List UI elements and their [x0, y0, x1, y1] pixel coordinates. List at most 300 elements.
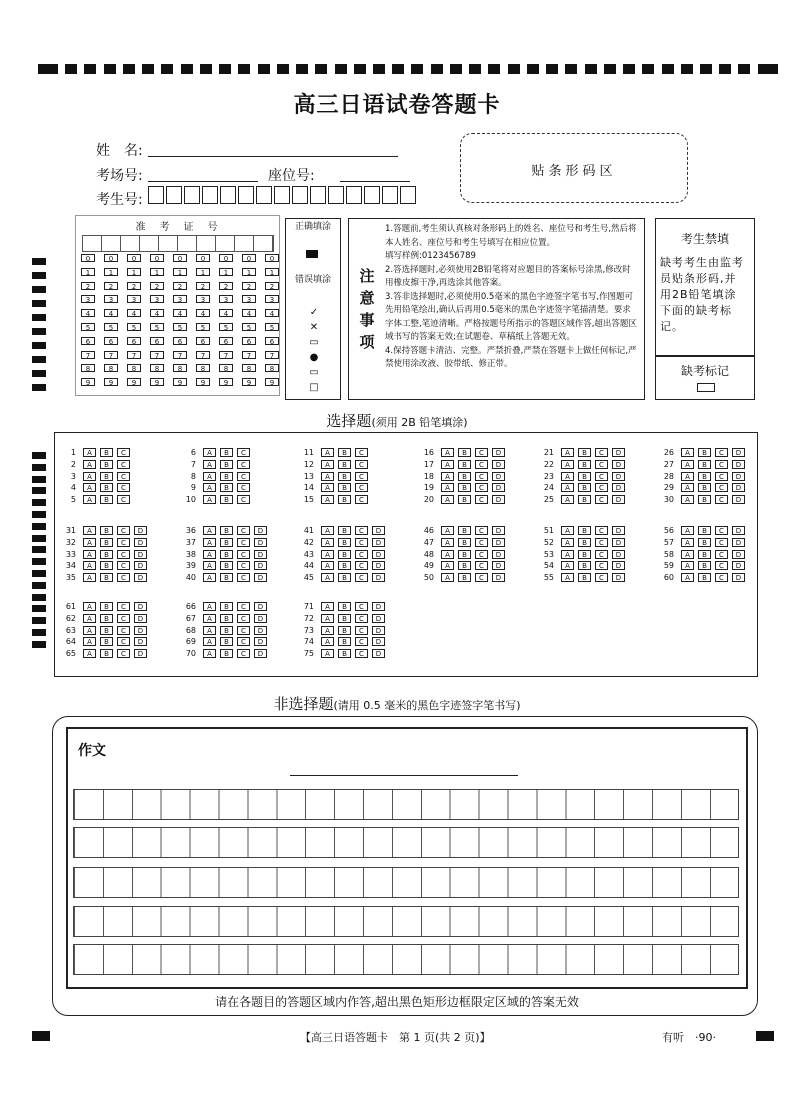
zhunkao-bubble[interactable]: 5 [81, 323, 95, 331]
answer-bubble[interactable]: B [338, 448, 351, 457]
zhunkao-bubble[interactable]: 5 [173, 323, 187, 331]
answer-bubble[interactable]: D [612, 483, 625, 492]
zhunkao-bubble[interactable]: 3 [81, 295, 95, 303]
answer-bubble[interactable]: D [372, 526, 385, 535]
id-digit-box[interactable] [364, 186, 380, 204]
answer-bubble[interactable]: B [220, 538, 233, 547]
answer-bubble[interactable]: A [561, 472, 574, 481]
zhunkao-bubble[interactable]: 5 [104, 323, 118, 331]
zhunkao-bubble[interactable]: 8 [242, 364, 256, 372]
answer-bubble[interactable]: B [338, 472, 351, 481]
answer-bubble[interactable]: A [561, 495, 574, 504]
zhunkao-bubble[interactable]: 7 [173, 351, 187, 359]
answer-bubble[interactable]: A [203, 626, 216, 635]
answer-bubble[interactable]: B [578, 526, 591, 535]
answer-bubble[interactable]: A [321, 626, 334, 635]
answer-bubble[interactable]: C [475, 561, 488, 570]
answer-bubble[interactable]: B [220, 526, 233, 535]
answer-bubble[interactable]: A [83, 495, 96, 504]
answer-bubble[interactable]: B [100, 538, 113, 547]
zhunkao-bubble[interactable]: 2 [219, 282, 233, 290]
answer-bubble[interactable]: B [100, 448, 113, 457]
answer-bubble[interactable]: B [220, 561, 233, 570]
zhunkao-bubble[interactable]: 4 [265, 309, 279, 317]
zhunkao-bubble[interactable]: 4 [173, 309, 187, 317]
answer-bubble[interactable]: D [732, 526, 745, 535]
answer-bubble[interactable]: D [612, 573, 625, 582]
zhunkao-bubble[interactable]: 4 [150, 309, 164, 317]
answer-bubble[interactable]: D [492, 561, 505, 570]
answer-bubble[interactable]: C [237, 614, 250, 623]
zhunkao-bubble[interactable]: 7 [127, 351, 141, 359]
zhunkao-bubble[interactable]: 3 [104, 295, 118, 303]
answer-bubble[interactable]: A [203, 495, 216, 504]
answer-bubble[interactable]: A [203, 460, 216, 469]
answer-bubble[interactable]: D [732, 483, 745, 492]
zhunkao-bubble[interactable]: 7 [81, 351, 95, 359]
id-digit-box[interactable] [202, 186, 218, 204]
answer-bubble[interactable]: B [100, 550, 113, 559]
answer-bubble[interactable]: B [338, 573, 351, 582]
answer-bubble[interactable]: B [220, 448, 233, 457]
answer-bubble[interactable]: B [338, 483, 351, 492]
answer-bubble[interactable]: D [732, 472, 745, 481]
zhunkao-bubble[interactable]: 7 [104, 351, 118, 359]
zhunkao-bubble[interactable]: 6 [242, 337, 256, 345]
name-field[interactable] [148, 140, 398, 157]
answer-bubble[interactable]: C [715, 483, 728, 492]
answer-bubble[interactable]: D [254, 649, 267, 658]
answer-bubble[interactable]: C [475, 460, 488, 469]
answer-bubble[interactable]: A [203, 526, 216, 535]
answer-bubble[interactable]: B [338, 460, 351, 469]
zhunkao-bubble[interactable]: 0 [104, 254, 118, 262]
zhunkao-bubble[interactable]: 9 [242, 378, 256, 386]
answer-bubble[interactable]: C [117, 561, 130, 570]
answer-bubble[interactable]: D [492, 495, 505, 504]
answer-bubble[interactable]: A [203, 573, 216, 582]
essay-grid-row[interactable] [73, 867, 739, 898]
answer-bubble[interactable]: D [134, 602, 147, 611]
answer-bubble[interactable]: A [681, 460, 694, 469]
answer-bubble[interactable]: C [117, 626, 130, 635]
seat-field[interactable] [340, 165, 410, 182]
zhunkao-bubble[interactable]: 0 [265, 254, 279, 262]
answer-bubble[interactable]: D [612, 561, 625, 570]
answer-bubble[interactable]: A [321, 460, 334, 469]
answer-bubble[interactable]: D [612, 460, 625, 469]
zhunkao-bubble[interactable]: 5 [242, 323, 256, 331]
answer-bubble[interactable]: A [203, 637, 216, 646]
answer-bubble[interactable]: C [117, 526, 130, 535]
zhunkao-bubble[interactable]: 8 [219, 364, 233, 372]
answer-bubble[interactable]: C [595, 460, 608, 469]
answer-bubble[interactable]: D [732, 538, 745, 547]
zhunkao-bubble[interactable]: 0 [127, 254, 141, 262]
answer-bubble[interactable]: C [355, 602, 368, 611]
essay-grid-row[interactable] [73, 827, 739, 858]
answer-bubble[interactable]: C [117, 602, 130, 611]
answer-bubble[interactable]: D [254, 561, 267, 570]
zhunkao-bubble[interactable]: 1 [150, 268, 164, 276]
answer-bubble[interactable]: A [203, 448, 216, 457]
answer-bubble[interactable]: C [117, 614, 130, 623]
answer-bubble[interactable]: C [355, 526, 368, 535]
answer-bubble[interactable]: B [458, 495, 471, 504]
answer-bubble[interactable]: B [220, 649, 233, 658]
answer-bubble[interactable]: A [321, 649, 334, 658]
zhunkao-bubble[interactable]: 3 [196, 295, 210, 303]
answer-bubble[interactable]: C [595, 495, 608, 504]
answer-bubble[interactable]: C [237, 550, 250, 559]
answer-bubble[interactable]: D [612, 526, 625, 535]
answer-bubble[interactable]: A [561, 448, 574, 457]
answer-bubble[interactable]: B [100, 495, 113, 504]
answer-bubble[interactable]: D [492, 472, 505, 481]
zhunkao-bubble[interactable]: 4 [219, 309, 233, 317]
answer-bubble[interactable]: D [254, 637, 267, 646]
zhunkao-bubble[interactable]: 6 [81, 337, 95, 345]
zhunkao-bubble[interactable]: 7 [265, 351, 279, 359]
zhunkao-bubble[interactable]: 3 [219, 295, 233, 303]
answer-bubble[interactable]: B [220, 550, 233, 559]
answer-bubble[interactable]: A [681, 538, 694, 547]
zhunkao-bubble[interactable]: 1 [104, 268, 118, 276]
answer-bubble[interactable]: A [83, 649, 96, 658]
answer-bubble[interactable]: D [372, 538, 385, 547]
answer-bubble[interactable]: A [441, 538, 454, 547]
zhunkao-bubble[interactable]: 6 [265, 337, 279, 345]
answer-bubble[interactable]: B [578, 448, 591, 457]
answer-bubble[interactable]: A [321, 448, 334, 457]
answer-bubble[interactable]: D [492, 460, 505, 469]
answer-bubble[interactable]: C [237, 495, 250, 504]
answer-bubble[interactable]: A [83, 448, 96, 457]
answer-bubble[interactable]: C [237, 649, 250, 658]
answer-bubble[interactable]: C [237, 448, 250, 457]
answer-bubble[interactable]: C [237, 460, 250, 469]
answer-bubble[interactable]: B [100, 602, 113, 611]
answer-bubble[interactable]: A [321, 483, 334, 492]
answer-bubble[interactable]: B [698, 538, 711, 547]
answer-bubble[interactable]: A [203, 538, 216, 547]
answer-bubble[interactable]: B [458, 550, 471, 559]
zhunkao-bubble[interactable]: 0 [173, 254, 187, 262]
candidate-id-boxes[interactable] [148, 186, 418, 208]
zhunkao-bubble[interactable]: 9 [196, 378, 210, 386]
answer-bubble[interactable]: D [612, 550, 625, 559]
answer-bubble[interactable]: B [100, 637, 113, 646]
zhunkao-bubble[interactable]: 9 [150, 378, 164, 386]
answer-bubble[interactable]: D [612, 448, 625, 457]
answer-bubble[interactable]: D [254, 550, 267, 559]
answer-bubble[interactable]: A [681, 472, 694, 481]
answer-bubble[interactable]: A [321, 637, 334, 646]
zhunkao-bubble[interactable]: 4 [127, 309, 141, 317]
zhunkao-bubble[interactable]: 5 [127, 323, 141, 331]
answer-bubble[interactable]: C [237, 526, 250, 535]
answer-bubble[interactable]: C [237, 561, 250, 570]
answer-bubble[interactable]: A [321, 614, 334, 623]
zhunkao-bubble[interactable]: 0 [242, 254, 256, 262]
answer-bubble[interactable]: D [372, 614, 385, 623]
zhunkao-bubble[interactable]: 8 [127, 364, 141, 372]
zhunkao-bubble[interactable]: 5 [150, 323, 164, 331]
answer-bubble[interactable]: C [475, 472, 488, 481]
zhunkao-bubble[interactable]: 5 [265, 323, 279, 331]
answer-bubble[interactable]: B [578, 573, 591, 582]
answer-bubble[interactable]: D [254, 614, 267, 623]
answer-bubble[interactable]: C [595, 483, 608, 492]
zhunkao-bubble[interactable]: 8 [150, 364, 164, 372]
answer-bubble[interactable]: B [220, 626, 233, 635]
answer-bubble[interactable]: A [83, 573, 96, 582]
answer-bubble[interactable]: C [475, 573, 488, 582]
answer-bubble[interactable]: C [117, 495, 130, 504]
answer-bubble[interactable]: B [698, 561, 711, 570]
answer-bubble[interactable]: A [321, 573, 334, 582]
answer-bubble[interactable]: A [203, 614, 216, 623]
answer-bubble[interactable]: C [355, 573, 368, 582]
zhunkao-bubble[interactable]: 7 [150, 351, 164, 359]
answer-bubble[interactable]: C [475, 538, 488, 547]
answer-bubble[interactable]: C [355, 495, 368, 504]
answer-bubble[interactable]: C [117, 649, 130, 658]
answer-bubble[interactable]: D [732, 550, 745, 559]
answer-bubble[interactable]: B [578, 550, 591, 559]
answer-bubble[interactable]: A [83, 460, 96, 469]
answer-bubble[interactable]: A [681, 483, 694, 492]
answer-bubble[interactable]: A [561, 538, 574, 547]
answer-bubble[interactable]: D [732, 460, 745, 469]
answer-bubble[interactable]: B [220, 460, 233, 469]
answer-bubble[interactable]: B [458, 561, 471, 570]
answer-bubble[interactable]: C [475, 448, 488, 457]
answer-bubble[interactable]: C [595, 472, 608, 481]
answer-bubble[interactable]: A [561, 550, 574, 559]
answer-bubble[interactable]: A [203, 561, 216, 570]
zhunkao-bubble[interactable]: 0 [150, 254, 164, 262]
answer-bubble[interactable]: C [117, 472, 130, 481]
answer-bubble[interactable]: D [492, 573, 505, 582]
zhunkao-bubble[interactable]: 8 [173, 364, 187, 372]
answer-bubble[interactable]: A [321, 561, 334, 570]
answer-bubble[interactable]: C [117, 538, 130, 547]
answer-bubble[interactable]: A [83, 526, 96, 535]
answer-bubble[interactable]: B [698, 573, 711, 582]
answer-bubble[interactable]: D [372, 550, 385, 559]
answer-bubble[interactable]: D [254, 538, 267, 547]
zhunkao-bubble[interactable]: 2 [127, 282, 141, 290]
answer-bubble[interactable]: B [458, 573, 471, 582]
answer-bubble[interactable]: B [698, 460, 711, 469]
answer-bubble[interactable]: C [355, 448, 368, 457]
answer-bubble[interactable]: B [578, 495, 591, 504]
answer-bubble[interactable]: A [561, 526, 574, 535]
answer-bubble[interactable]: C [117, 448, 130, 457]
answer-bubble[interactable]: C [595, 448, 608, 457]
answer-bubble[interactable]: B [100, 483, 113, 492]
zhunkao-bubble[interactable]: 1 [196, 268, 210, 276]
answer-bubble[interactable]: C [117, 483, 130, 492]
answer-bubble[interactable]: D [134, 550, 147, 559]
answer-bubble[interactable]: B [698, 526, 711, 535]
answer-bubble[interactable]: C [715, 460, 728, 469]
answer-bubble[interactable]: B [578, 538, 591, 547]
answer-bubble[interactable]: C [355, 472, 368, 481]
answer-bubble[interactable]: D [134, 637, 147, 646]
zhunkao-bubble[interactable]: 1 [242, 268, 256, 276]
answer-bubble[interactable]: A [83, 483, 96, 492]
answer-bubble[interactable]: C [475, 483, 488, 492]
answer-bubble[interactable]: B [338, 495, 351, 504]
answer-bubble[interactable]: B [698, 448, 711, 457]
zhunkao-bubble[interactable]: 1 [173, 268, 187, 276]
answer-bubble[interactable]: D [732, 573, 745, 582]
answer-bubble[interactable]: C [715, 526, 728, 535]
answer-bubble[interactable]: A [83, 472, 96, 481]
answer-bubble[interactable]: B [220, 483, 233, 492]
answer-bubble[interactable]: D [492, 483, 505, 492]
answer-bubble[interactable]: A [441, 460, 454, 469]
answer-bubble[interactable]: B [220, 472, 233, 481]
answer-bubble[interactable]: B [220, 495, 233, 504]
answer-bubble[interactable]: C [237, 573, 250, 582]
answer-bubble[interactable]: A [321, 550, 334, 559]
answer-bubble[interactable]: B [220, 637, 233, 646]
id-digit-box[interactable] [292, 186, 308, 204]
zhunkao-bubble[interactable]: 9 [173, 378, 187, 386]
answer-bubble[interactable]: D [372, 626, 385, 635]
answer-bubble[interactable]: C [595, 561, 608, 570]
answer-bubble[interactable]: C [355, 460, 368, 469]
zhunkao-bubble[interactable]: 6 [104, 337, 118, 345]
answer-bubble[interactable]: D [254, 602, 267, 611]
answer-bubble[interactable]: B [458, 526, 471, 535]
id-digit-box[interactable] [310, 186, 326, 204]
zhunkao-bubble[interactable]: 3 [127, 295, 141, 303]
zhunkao-bubble[interactable]: 5 [196, 323, 210, 331]
answer-bubble[interactable]: C [237, 637, 250, 646]
zhunkao-bubble[interactable]: 4 [196, 309, 210, 317]
zhunkao-bubble[interactable]: 4 [104, 309, 118, 317]
answer-bubble[interactable]: B [458, 472, 471, 481]
answer-bubble[interactable]: A [441, 526, 454, 535]
answer-bubble[interactable]: B [220, 614, 233, 623]
essay-grid-row[interactable] [73, 906, 739, 937]
zhunkao-bubble[interactable]: 8 [196, 364, 210, 372]
answer-bubble[interactable]: A [681, 573, 694, 582]
answer-bubble[interactable]: C [237, 472, 250, 481]
answer-bubble[interactable]: B [338, 602, 351, 611]
answer-bubble[interactable]: B [338, 550, 351, 559]
answer-bubble[interactable]: D [372, 637, 385, 646]
answer-bubble[interactable]: D [492, 550, 505, 559]
id-digit-box[interactable] [184, 186, 200, 204]
essay-grid-row[interactable] [73, 944, 739, 975]
answer-bubble[interactable]: B [100, 460, 113, 469]
answer-bubble[interactable]: B [220, 573, 233, 582]
zhunkao-bubble[interactable]: 3 [265, 295, 279, 303]
answer-bubble[interactable]: C [237, 483, 250, 492]
zhunkao-bubble[interactable]: 2 [104, 282, 118, 290]
answer-bubble[interactable]: D [254, 626, 267, 635]
answer-bubble[interactable]: A [83, 626, 96, 635]
answer-bubble[interactable]: C [355, 637, 368, 646]
zhunkao-bubble[interactable]: 1 [127, 268, 141, 276]
answer-bubble[interactable]: A [203, 550, 216, 559]
answer-bubble[interactable]: D [254, 526, 267, 535]
zhunkao-bubble[interactable]: 6 [127, 337, 141, 345]
zhunkao-bubble[interactable]: 0 [81, 254, 95, 262]
id-digit-box[interactable] [274, 186, 290, 204]
answer-bubble[interactable]: B [338, 637, 351, 646]
answer-bubble[interactable]: B [458, 483, 471, 492]
answer-bubble[interactable]: A [441, 495, 454, 504]
answer-bubble[interactable]: D [612, 538, 625, 547]
answer-bubble[interactable]: C [715, 448, 728, 457]
answer-bubble[interactable]: D [372, 561, 385, 570]
answer-bubble[interactable]: B [100, 573, 113, 582]
answer-bubble[interactable]: B [100, 472, 113, 481]
zhunkao-bubble[interactable]: 9 [127, 378, 141, 386]
answer-bubble[interactable]: A [441, 561, 454, 570]
answer-bubble[interactable]: A [441, 483, 454, 492]
id-digit-box[interactable] [166, 186, 182, 204]
answer-bubble[interactable]: B [338, 538, 351, 547]
answer-bubble[interactable]: C [355, 561, 368, 570]
answer-bubble[interactable]: C [237, 538, 250, 547]
answer-bubble[interactable]: A [561, 573, 574, 582]
zhunkao-bubble[interactable]: 6 [219, 337, 233, 345]
answer-bubble[interactable]: C [595, 538, 608, 547]
answer-bubble[interactable]: D [134, 573, 147, 582]
answer-bubble[interactable]: D [134, 526, 147, 535]
zhunkao-bubble[interactable]: 6 [173, 337, 187, 345]
answer-bubble[interactable]: A [321, 526, 334, 535]
answer-bubble[interactable]: A [441, 448, 454, 457]
answer-bubble[interactable]: A [203, 472, 216, 481]
answer-bubble[interactable]: B [458, 448, 471, 457]
zhunkao-bubble[interactable]: 9 [265, 378, 279, 386]
answer-bubble[interactable]: A [321, 495, 334, 504]
zhunkao-bubble[interactable]: 0 [196, 254, 210, 262]
answer-bubble[interactable]: C [475, 495, 488, 504]
answer-bubble[interactable]: A [83, 561, 96, 570]
answer-bubble[interactable]: A [321, 538, 334, 547]
answer-bubble[interactable]: A [321, 602, 334, 611]
answer-bubble[interactable]: D [492, 538, 505, 547]
answer-bubble[interactable]: D [492, 448, 505, 457]
zhunkao-bubble[interactable]: 2 [265, 282, 279, 290]
answer-bubble[interactable]: C [715, 573, 728, 582]
zhunkao-bubble[interactable]: 3 [150, 295, 164, 303]
answer-bubble[interactable]: C [355, 538, 368, 547]
answer-bubble[interactable]: D [732, 448, 745, 457]
answer-bubble[interactable]: D [134, 538, 147, 547]
answer-bubble[interactable]: A [83, 602, 96, 611]
zhunkao-bubble[interactable]: 4 [81, 309, 95, 317]
zhunkao-bubble[interactable]: 9 [104, 378, 118, 386]
answer-bubble[interactable]: A [681, 561, 694, 570]
zhunkao-bubble[interactable]: 8 [265, 364, 279, 372]
answer-bubble[interactable]: B [698, 495, 711, 504]
answer-bubble[interactable]: D [372, 602, 385, 611]
answer-bubble[interactable]: C [715, 495, 728, 504]
answer-bubble[interactable]: A [561, 561, 574, 570]
answer-bubble[interactable]: A [681, 526, 694, 535]
room-field[interactable] [148, 165, 258, 182]
